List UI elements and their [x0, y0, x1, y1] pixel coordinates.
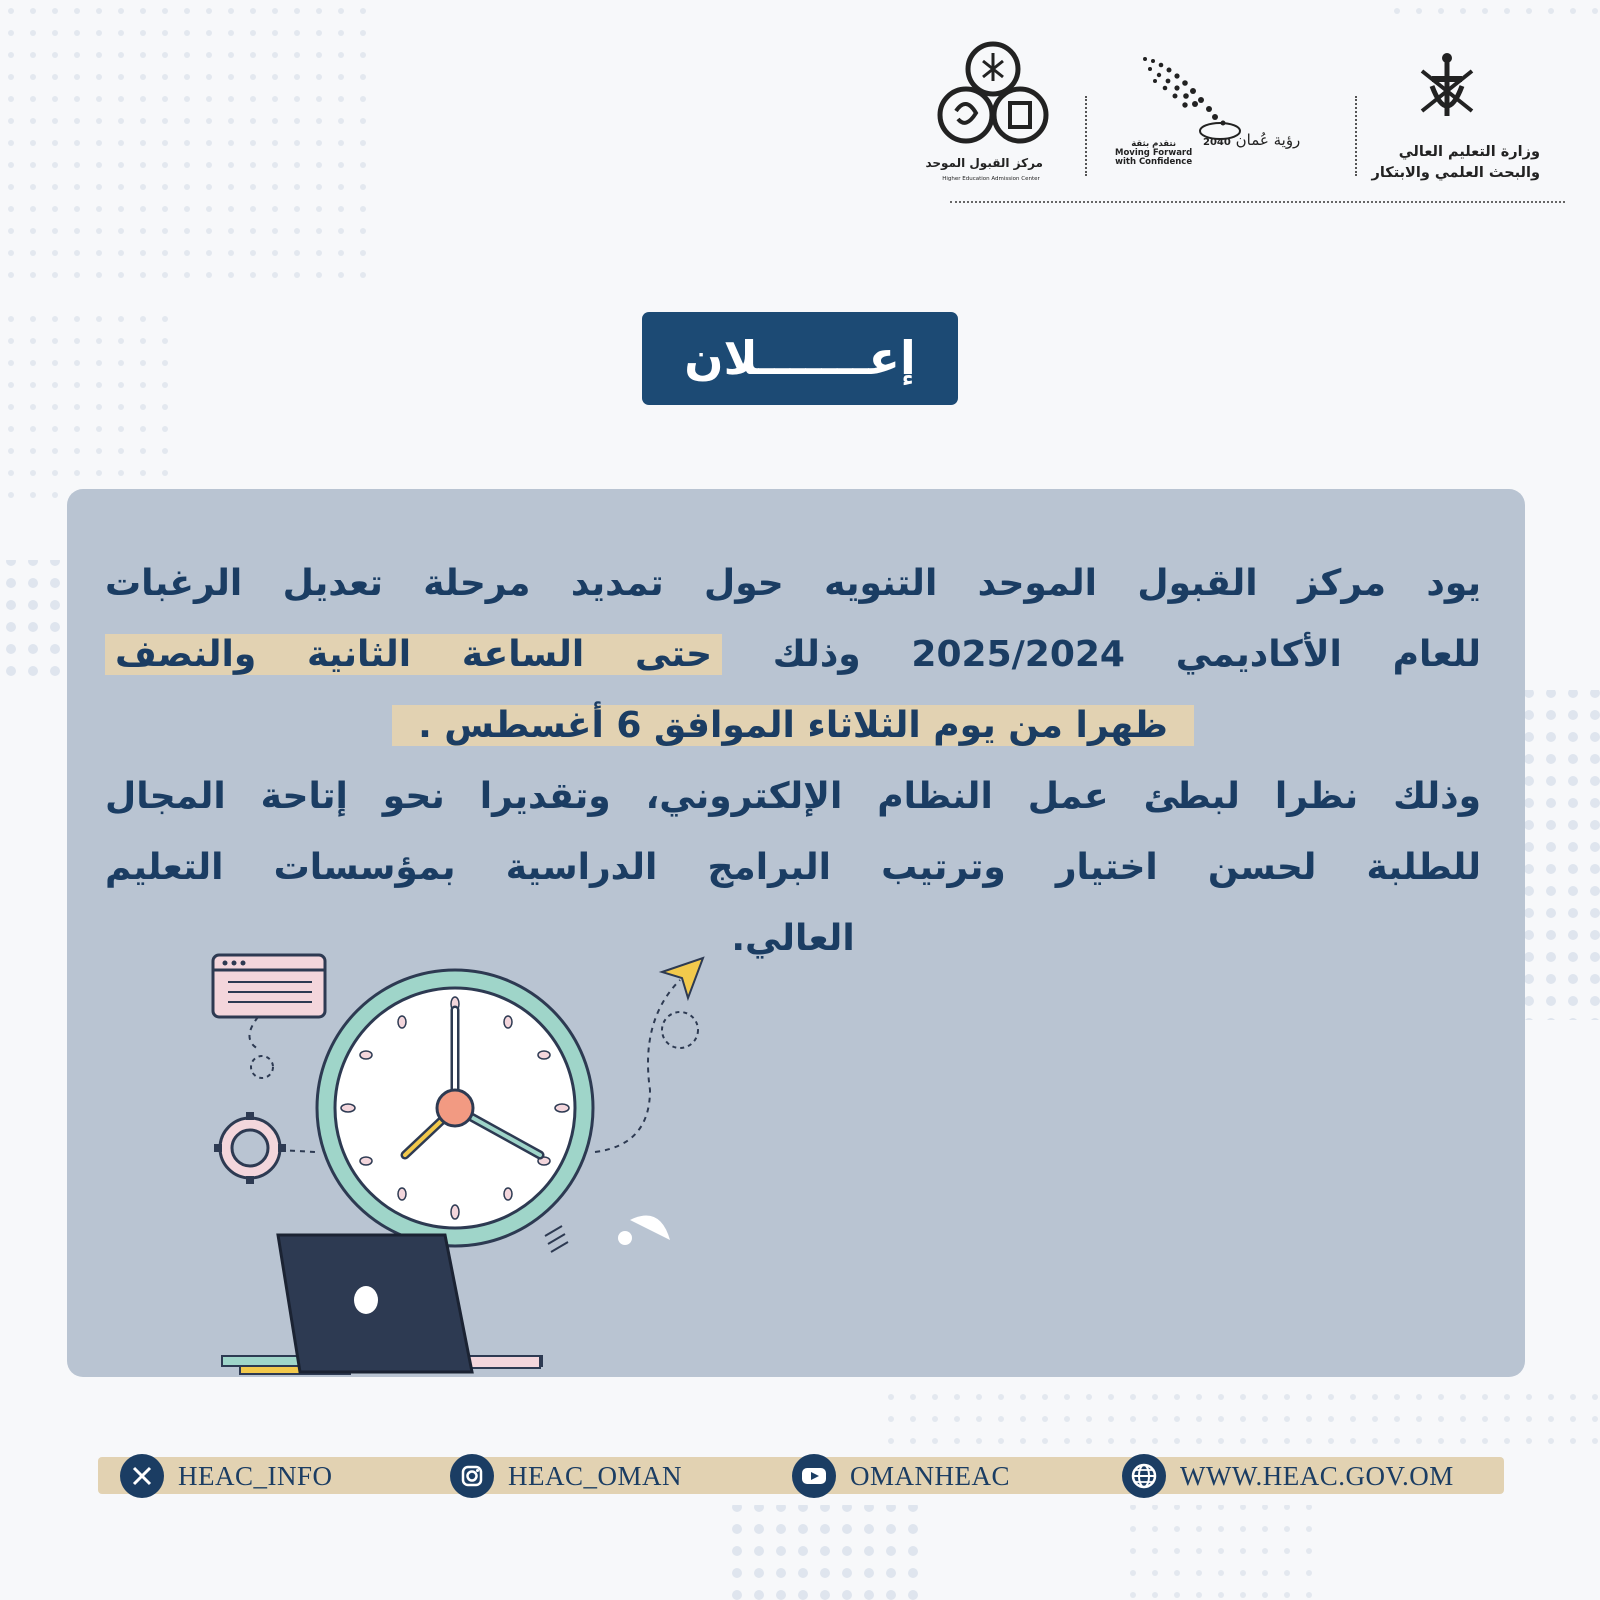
clock-icon	[317, 970, 593, 1246]
announcement-text	[105, 548, 1481, 974]
announcement-line-6: العالي.	[731, 918, 855, 959]
footer-instagram-handle: HEAC_OMAN	[508, 1460, 683, 1491]
footer-youtube-handle: OMANHEAC	[850, 1460, 1011, 1491]
khanjar-emblem-icon	[1402, 46, 1492, 136]
heac-name-ar: مركز القبول الموحد	[925, 156, 1043, 170]
announcement-line-2	[105, 619, 1481, 690]
separator	[1355, 96, 1357, 176]
footer-website-link[interactable]	[1122, 1454, 1454, 1498]
vision-tagline	[1115, 140, 1192, 167]
announcement-line-3	[105, 690, 1481, 761]
separator	[1085, 96, 1087, 176]
announcement-line-1: يود مركز القبول الموحد التنويه حول تمديد مرحلة تعديل الرغبات	[105, 563, 1481, 604]
highlight-deadline-time: حتى الساعة الثانية والنصف	[105, 634, 722, 675]
announcement-line-2-start: للعام الأكاديمي 2025/2024 وذلك	[772, 634, 1481, 675]
vision-year: 2040	[1203, 137, 1231, 148]
clock-laptop-illustration	[200, 940, 740, 1380]
footer-x-link[interactable]	[120, 1454, 333, 1498]
footer-instagram-link[interactable]	[450, 1454, 682, 1498]
announcement-line-5: للطلبة لحسن اختيار وترتيب البرامج الدراسية بمؤسسات التعليم	[105, 847, 1481, 888]
vision-tagline-ar: نتقدم بثقة	[1131, 139, 1177, 149]
announcement-line-4: وذلك نظرا لبطئ عمل النظام الإلكتروني، وتقديرا نحو إتاحة المجال	[105, 776, 1481, 817]
ministry-name-line1: وزارة التعليم العالي	[1398, 144, 1540, 160]
browser-window-icon	[213, 955, 325, 1017]
globe-icon	[1122, 1454, 1166, 1498]
vision-tagline-en2: with Confidence	[1115, 157, 1193, 167]
ministry-logo	[1360, 56, 1540, 184]
heac-name-en: Higher Education Admission Center	[942, 176, 1040, 182]
gear-icon	[214, 1112, 286, 1184]
paper-plane-icon	[662, 958, 703, 998]
footer-youtube-link[interactable]	[792, 1454, 1010, 1498]
highlight-deadline-date: ظهرا من يوم الثلاثاء الموافق 6 أغسطس .	[392, 705, 1194, 746]
announcement-badge: إعـــــــلان	[642, 312, 958, 405]
vision-2040-text: رؤية عُمان	[1235, 131, 1301, 149]
vision-tagline-en1: Moving Forward	[1115, 148, 1193, 158]
laptop-icon	[222, 1235, 542, 1374]
heac-logo-icon	[936, 41, 1051, 156]
x-icon	[120, 1454, 164, 1498]
instagram-icon	[450, 1454, 494, 1498]
footer-website-url: WWW.HEAC.GOV.OM	[1180, 1460, 1454, 1491]
youtube-icon	[792, 1454, 836, 1498]
header-logos	[910, 36, 1540, 206]
footer-x-handle: HEAC_INFO	[178, 1460, 333, 1491]
vision-2040-label	[1203, 131, 1300, 149]
header-divider	[950, 201, 1565, 203]
ministry-name-line2: والبحث العلمي والابتكار	[1371, 165, 1540, 181]
